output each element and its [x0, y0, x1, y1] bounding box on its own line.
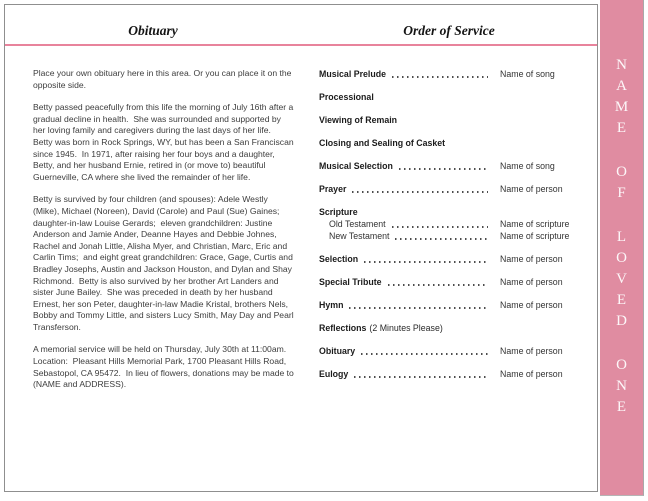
obituary-paragraph: Betty passed peacefully from this life the morning of July 16th after a gradual decline in health. She was surrounded and supported by her loving family and caregivers during the last days of her life. Betty was born in Rock Springs, WY, but has been a San Franciscan since 1945. In 1971, after raising her four boys and a daughter, Betty, and her husband Ernie, retired in (or move to) beautiful Guerneville, CA where she lived the remainder of her life.	[33, 102, 297, 182]
service-item-label: Prayer	[319, 184, 347, 194]
sidebar-letter: O	[616, 164, 627, 180]
service-item	[319, 253, 586, 265]
order-of-service-list	[319, 68, 591, 402]
obituary-paragraph: A memorial service will be held on Thursday, July 30th at 11:00am. Location: Pleasant Hills Memorial Park, 1700 Pleasant Hills Road, Sebastopol, CA 95472. In lieu of flowers, donations may be made to (NAME and ADDRESS).	[33, 344, 297, 390]
service-item-label: Processional	[319, 92, 374, 102]
leader-dots	[352, 191, 488, 193]
sidebar-letter: E	[616, 399, 627, 415]
page-content	[5, 46, 597, 402]
service-item	[319, 345, 586, 357]
service-item-value: Name of scripture	[500, 219, 570, 229]
sidebar-letter: D	[616, 313, 627, 329]
leader-dots	[399, 168, 488, 170]
service-item-label: Scripture	[319, 207, 358, 217]
service-item	[319, 206, 586, 218]
service-item	[319, 218, 586, 230]
leader-dots	[349, 307, 488, 309]
sidebar-letter: O	[616, 357, 627, 373]
service-item-value: Name of scripture	[500, 231, 570, 241]
service-item	[319, 368, 586, 380]
pink-side-strip	[600, 0, 644, 496]
service-item	[319, 160, 586, 172]
service-item-value: Name of person	[500, 184, 563, 194]
service-item-label: Musical Prelude	[319, 69, 386, 79]
page-header	[5, 5, 597, 46]
obituary-title: Obituary	[128, 23, 178, 38]
sidebar-letter: L	[616, 229, 627, 245]
obituary-text	[33, 68, 295, 402]
service-item	[319, 137, 586, 149]
service-item-value: Name of song	[500, 161, 555, 171]
service-item	[319, 91, 586, 103]
sidebar-letter: M	[614, 99, 629, 115]
service-item-label: Musical Selection	[319, 161, 393, 171]
service-item-value: Name of song	[500, 69, 555, 79]
service-item-label: Closing and Sealing of Casket	[319, 138, 446, 148]
leader-dots	[364, 261, 488, 263]
obituary-paragraph: Betty is survived by four children (and spouses): Adele Westly (Mike), Michael (Noreen), David (Carole) and Paul (Sue) Gaines; daughter-in-law Louise Gerards; eleven grandchildren: Justine Anderson and Jamie Ander, Deanne Hayes and Debbie Johnes, Rachel and Jonah Little, Alisha Myer, and Christian, Marc, Eric and Carlin Tims; and eight great grandchildren: Grace, Gage, Curtis and Bradley Josephs, Austin and Jackson Houston, and Dylan and Shay Richmond. Betty is also survived by her brother Art Landers and sister June Bailey. She was preceded in death by her husband Ernest, her son Peter, daughter-in-law Madie Kristal, brothers Nels, Bobby and Tommy Little, and sisters Lucy Smith, May Day and Pearl Transferson.	[33, 194, 296, 332]
service-item-label: Hymn	[319, 300, 344, 310]
service-item-value: Name of person	[500, 300, 563, 310]
service-item	[319, 114, 586, 126]
sidebar-letter: O	[616, 250, 627, 266]
sidebar-letter: V	[616, 271, 627, 287]
service-item-label: Selection	[319, 254, 359, 264]
service-item-value: Name of person	[500, 369, 563, 379]
service-item-value: Name of person	[500, 254, 563, 264]
leader-dots	[392, 76, 488, 78]
sidebar-letter: E	[616, 120, 627, 136]
service-item-value: Name of person	[500, 346, 563, 356]
service-item-label: New Testament	[329, 231, 390, 241]
leader-dots	[361, 353, 488, 355]
sidebar-letter: N	[616, 378, 627, 394]
sidebar-letter: E	[616, 292, 627, 308]
service-item	[319, 230, 586, 242]
leader-dots	[395, 238, 488, 240]
service-item	[319, 183, 586, 195]
service-item-value: Name of person	[500, 277, 563, 287]
service-item-note: (2 Minutes Please)	[369, 323, 443, 333]
service-item-label: Eulogy	[319, 369, 349, 379]
service-item-label: Viewing of Remain	[319, 115, 398, 125]
service-item-label: Obituary	[319, 346, 356, 356]
order-of-service-title: Order of Service	[403, 23, 495, 38]
leader-dots	[388, 284, 488, 286]
obituary-paragraph: Place your own obituary here in this area. Or you can place it on the opposite side.	[33, 68, 294, 90]
program-page	[4, 4, 598, 492]
service-item	[319, 322, 586, 334]
service-item	[319, 299, 586, 311]
service-item	[319, 276, 586, 288]
sidebar-letter: A	[616, 78, 627, 94]
service-item-label: Special Tribute	[319, 277, 382, 287]
sidebar-vertical-text	[615, 0, 628, 495]
service-item-label: Old Testament	[329, 219, 386, 229]
leader-dots	[392, 226, 488, 228]
leader-dots	[354, 376, 488, 378]
service-item-label: Reflections	[319, 323, 367, 333]
service-item	[319, 68, 586, 80]
sidebar-letter: F	[617, 185, 626, 201]
sidebar-letter: N	[616, 57, 627, 73]
